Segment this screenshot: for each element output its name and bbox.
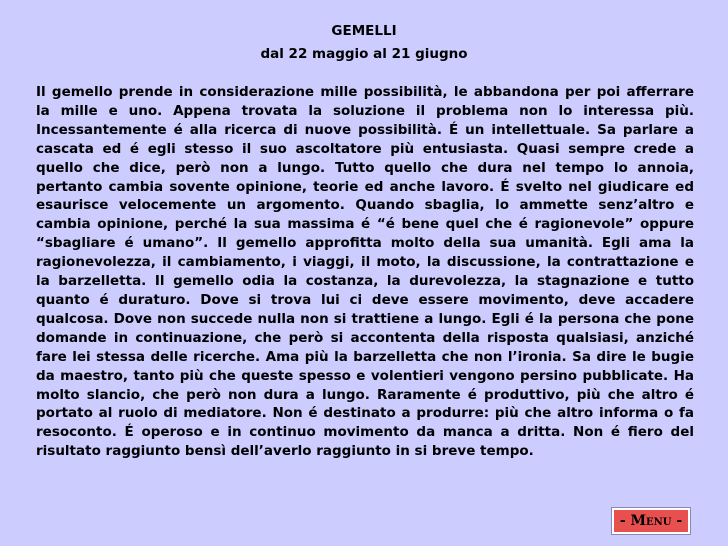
page-title: GEMELLI [331, 23, 397, 39]
page-subtitle: dal 22 maggio al 21 giugno [260, 46, 468, 62]
body-paragraph: Il gemello prende in considerazione mille possibilità, le abbandona per poi afferrare la mille e uno. Appena trovata la soluzione il problema non lo interessa più. Incessantemente é alla ricerca di nuove possibilità. É un intellettuale. Sa parlare a cascata ed é egli stesso il suo ascoltatore più entusiasta. Quasi sempre crede a quello che dice, però non a lungo. Tutto quello che dura nel tempo lo annoia, pertanto cambia sovente opinione, teorie ed anche lavoro. É svelto nel giudicare ed esaurisce velocemente un argomento. Quando sbaglia, lo ammette senz’altro e cambia opinione, perché la sua massima é “é bene quel che é ragionevole” oppure “sbagliare é umano”. Il gemello approfitta molto della sua umanità. Egli ama la ragionevolezza, il cambiamento, i viaggi, il moto, la discussione, la contrattazione e la barzelletta. Il gemello odia la costanza, la durevolezza, la stagnazione e tutto quanto é duraturo. Dove si trova lui ci deve essere movimento, deve accadere qualcosa. Dove non succede nulla non si trattiene a lungo. Egli é la persona che pone domande in continuazione, che però si accontenta della risposta qualsiasi, anziché fare lei stessa delle ricerche. Ama più la barzelletta che non l’ironia. Sa dire le bugie da maestro, tanto più che queste spesso e volentieri vengono persino pubblicate. Ha molto slancio, che però non dura a lungo. Raramente é produttivo, più che altro é portato al ruolo di mediatore. Non é destinato a produrre: più che altro informa o fa resoconto. É operoso e in continuo movimento da manca a dritta. Non é fiero del risultato raggiunto bensì dell’averlo raggiunto in si breve tempo. [36, 84, 694, 460]
menu-button[interactable]: - Menu - [612, 508, 690, 534]
